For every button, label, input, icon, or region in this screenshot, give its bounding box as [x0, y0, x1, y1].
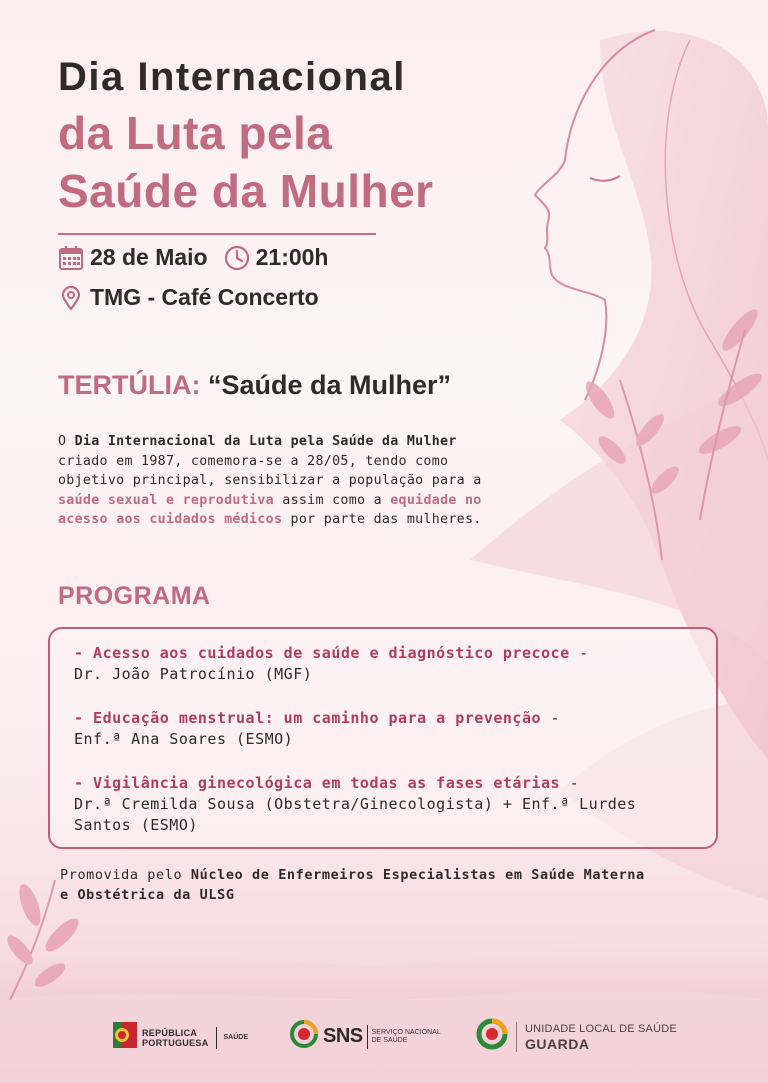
intro-highlight-1: saúde sexual e reprodutiva: [58, 492, 274, 508]
program-item-speaker: Dr. João Patrocínio (MGF): [74, 665, 313, 683]
program-item: [74, 773, 636, 836]
program-item-speaker: Enf.ª Ana Soares (ESMO): [74, 730, 294, 748]
calendar-icon: [58, 245, 84, 271]
program-item-title: - Acesso aos cuidados de saúde e diagnóstico precoce: [74, 644, 570, 662]
program-item-speaker: Dr.ª Cremilda Sousa (Obstetra/Ginecologista) + Enf.ª Lurdes: [74, 795, 637, 813]
event-location-text: TMG - Café Concerto: [90, 284, 319, 310]
ulsg-logo: [476, 1018, 677, 1055]
program-item: [74, 643, 589, 685]
intro-line-2: criado em 1987, comemora-se a 28/05, tendo como: [58, 453, 449, 469]
sns-logo: [290, 1020, 441, 1053]
event-time: 21:00h: [255, 244, 329, 270]
title-line-3: Saúde da Mulher: [58, 165, 434, 217]
event-datetime: [58, 244, 328, 271]
title-divider: [58, 233, 376, 235]
page-title: [58, 50, 434, 220]
sns-sub-1: SERVIÇO NACIONAL: [371, 1028, 441, 1036]
republica-line-2: PORTUGUESA: [142, 1037, 209, 1048]
promo-org-1: Núcleo de Enfermeiros Especialistas em Saúde Materna: [190, 867, 645, 883]
intro-highlight-3: acesso aos cuidados médicos: [58, 512, 283, 527]
event-date: 28 de Maio: [90, 244, 208, 270]
program-dash: -: [569, 644, 589, 662]
intro-bold: Dia Internacional da Luta pela Saúde da Mulher: [74, 434, 457, 449]
ulsg-emblem-icon: [476, 1018, 508, 1055]
ulsg-line-2: GUARDA: [525, 1035, 590, 1052]
portugal-emblem-icon: [113, 1022, 137, 1053]
clock-icon: [224, 245, 250, 271]
tertulia-label: TERTÚLIA:: [58, 370, 201, 400]
intro-highlight-2: equidade no: [390, 492, 482, 508]
intro-text: O: [58, 434, 75, 449]
promo-org-2: e Obstétrica da ULSG: [60, 887, 235, 903]
intro-text-5: por parte das mulheres.: [282, 512, 482, 527]
program-item: [74, 708, 560, 750]
program-item-title: - Educação menstrual: um caminho para a prevenção: [74, 709, 542, 727]
tertulia-heading: [58, 370, 451, 401]
title-line-2: da Luta pela: [58, 107, 333, 159]
sns-emblem-icon: [290, 1020, 318, 1053]
sns-acronym: SNS: [323, 1025, 363, 1047]
sns-sub-2: DE SAÚDE: [371, 1036, 408, 1044]
intro-line-3: objetivo principal, sensibilizar a população para a: [58, 473, 482, 488]
tertulia-topic: “Saúde da Mulher”: [208, 370, 452, 400]
program-dash: -: [541, 709, 561, 727]
program-dash: -: [560, 774, 580, 792]
intro-paragraph: [58, 432, 558, 530]
ulsg-line-1: UNIDADE LOCAL DE SAÚDE: [525, 1022, 677, 1035]
programa-box: [48, 627, 718, 849]
republica-portuguesa-logo: [113, 1022, 248, 1053]
event-location: [58, 284, 319, 311]
partner-logos: [0, 1012, 768, 1062]
program-item-speaker: Santos (ESMO): [74, 816, 198, 834]
programa-heading: PROGRAMA: [58, 582, 211, 610]
intro-text-4: assim como a: [273, 492, 391, 508]
title-line-1: Dia Internacional: [58, 55, 406, 99]
location-pin-icon: [58, 285, 84, 311]
promo-prefix: Promovida pelo: [60, 867, 191, 883]
program-item-title: - Vigilância ginecológica em todas as fases etárias: [74, 774, 561, 792]
republica-area: SAÚDE: [223, 1033, 249, 1041]
republica-line-1: REPÚBLICA: [142, 1027, 198, 1038]
promoted-by: [60, 865, 720, 905]
